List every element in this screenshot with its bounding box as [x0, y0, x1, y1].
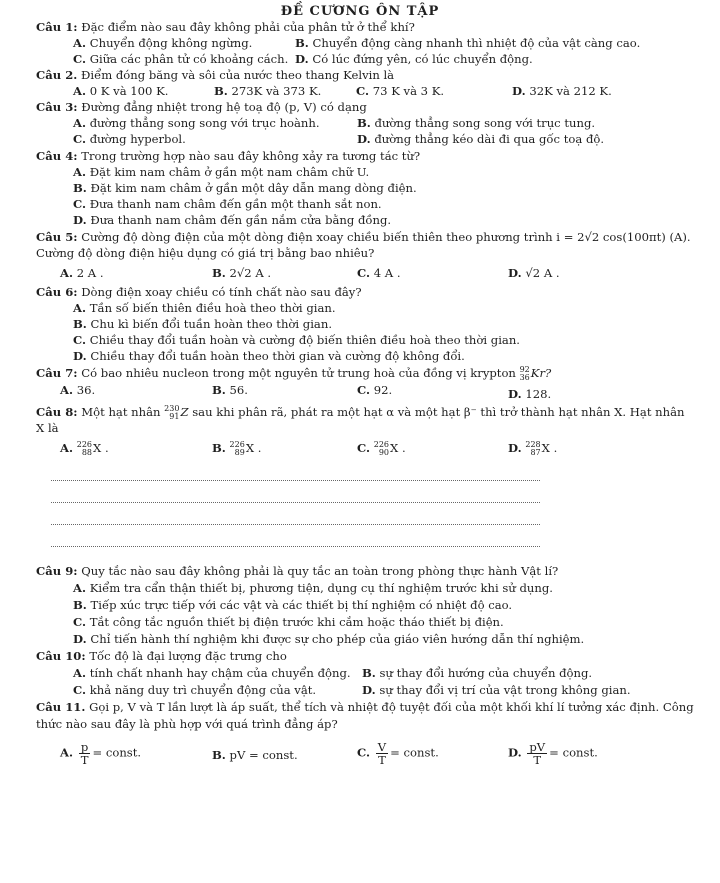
choice-10b: B. sự thay đổi hướng của chuyển động. [362, 666, 593, 680]
choice-1b: B. Chuyển động càng nhanh thì nhiệt độ của vật càng cao. [295, 36, 641, 50]
page-title: ĐỀ CƯƠNG ÔN TẬP [280, 4, 440, 19]
choice-8c: C. 226 90 X . [357, 440, 406, 457]
choice-8b: B. 226 89 X . [212, 440, 262, 457]
answer-line [51, 480, 540, 481]
choice-8d: D. 228 87 X . [508, 440, 558, 457]
choice-2d: D. 32K và 212 K. [512, 84, 612, 98]
choice-1a: A. Chuyển động không ngừng. [73, 36, 253, 50]
nuclide-notation: 92 36 [519, 365, 530, 382]
question-11-line2: thức nào sau đây là phù hợp với quá trình đẳng áp? [36, 717, 338, 731]
choice-6b: B. Chu kì biến đổi tuần hoàn theo thời gian. [73, 317, 333, 331]
question-4: Câu 4: Trong trường hợp nào sau đây không xảy ra tương tác từ? [36, 149, 421, 163]
choice-11b: B. pV = const. [212, 748, 298, 762]
choice-9a: A. Kiểm tra cẩn thận thiết bị, phương tiện, dụng cụ thí nghiệm trước khi sử dụng. [73, 581, 553, 595]
choice-6a: A. Tần số biến thiên điều hoà theo thời gian. [73, 301, 336, 315]
choice-11c: C. $\frac{V}{T}$ = const. [357, 740, 439, 768]
choice-4b: B. Đặt kim nam châm ở gần một dây dẫn mang dòng điện. [73, 181, 417, 195]
question-1 [36, 22, 415, 34]
question-9: Câu 9: Quy tắc nào sau đây không phải là quy tắc an toàn trong phòng thực hành Vật lí? [36, 564, 559, 578]
choice-10a: A. tính chất nhanh hay chậm của chuyển động. [73, 666, 351, 680]
nuclide-notation: 230 91 [164, 404, 180, 421]
choice-2a: A. 0 K và 100 K. [73, 84, 169, 98]
question-8: Câu 8: Một hạt nhân 230 91 Z sau khi phân rã, phát ra một hạt α và một hạt β⁻ thì trở thành hạt nhân X. Hạt nhân [36, 404, 685, 421]
choice-11d: D. $\frac{pV}{T}$ = const. [508, 740, 598, 768]
choice-4a: A. Đặt kim nam châm ở gần một nam châm chữ U. [73, 165, 370, 179]
choice-1d: D. Có lúc đứng yên, có lúc chuyển động. [295, 52, 533, 66]
answer-line [51, 502, 540, 503]
question-8-line2: X là [36, 421, 59, 435]
choice-5b: B. 2√2 A . [212, 266, 272, 280]
answer-line [51, 524, 540, 525]
choice-9b: B. Tiếp xúc trực tiếp với các vật và các thiết bị thí nghiệm có nhiệt độ cao. [73, 598, 513, 612]
choice-9c: C. Tắt công tắc nguồn thiết bị điện trước khi cắm hoặc tháo thiết bị điện. [73, 615, 504, 629]
question-2: Câu 2. Điểm đóng băng và sôi của nước theo thang Kelvin là [36, 68, 395, 82]
choice-6d: D. Chiều thay đổi tuần hoàn theo thời gian và cường độ không đổi. [73, 349, 465, 363]
answer-line [51, 546, 540, 547]
question-5-line2: Cường độ dòng điện hiệu dụng có giá trị bằng bao nhiêu? [36, 246, 375, 260]
choice-9d: D. Chỉ tiến hành thí nghiệm khi được sự cho phép của giáo viên hướng dẫn thí nghiệm. [73, 632, 585, 646]
choice-7d: D. 128. [508, 387, 552, 401]
question-5: Câu 5: Cường độ dòng điện của một dòng điện xoay chiều biến thiên theo phương trình i = 2√2 cos(100πt) (A). [36, 230, 691, 244]
choice-5a: A. 2 A . [60, 266, 104, 280]
choice-7a: A. 36. [60, 383, 96, 397]
choice-7b: B. 56. [212, 383, 248, 397]
choice-4d: D. Đưa thanh nam châm đến gần nắm cửa bằng đồng. [73, 213, 392, 227]
choice-5d: D. √2 A . [508, 266, 560, 280]
choice-10c: C. khả năng duy trì chuyển động của vật. [73, 683, 317, 697]
question-7: Câu 7: Có bao nhiêu nucleon trong một nguyên tử trung hoà của đồng vị krypton 92 36 Kr? [36, 365, 552, 382]
choice-11a: A. $\frac{p}{T}$ = const. [60, 740, 142, 768]
choice-5c: C. 4 A . [357, 266, 401, 280]
choice-1c: C. Giữa các phân tử có khoảng cách. [73, 52, 289, 66]
choice-8a: A. 226 88 X . [60, 440, 109, 457]
choice-3d: D. đường thẳng kéo dài đi qua gốc toạ độ. [357, 132, 605, 146]
choice-7c: C. 92. [357, 383, 393, 397]
choice-10d: D. sự thay đổi vị trí của vật trong không gian. [362, 683, 631, 697]
question-10: Câu 10: Tốc độ là đại lượng đặc trưng cho [36, 649, 287, 663]
question-label: Câu 1: [36, 20, 78, 34]
choice-3c: C. đường hyperbol. [73, 132, 186, 146]
choice-6c: C. Chiều thay đổi tuần hoàn và cường độ biến thiên điều hoà theo thời gian. [73, 333, 520, 347]
question-6: Câu 6: Dòng điện xoay chiều có tính chất nào sau đây? [36, 285, 362, 299]
question-text: Đặc điểm nào sau đây không phải của phân tử ở thể khí? [81, 20, 415, 34]
choice-2c: C. 73 K và 3 K. [356, 84, 445, 98]
choice-4c: C. Đưa thanh nam châm đến gần một thanh sắt non. [73, 197, 382, 211]
choice-3b: B. đường thẳng song song với trục tung. [357, 116, 596, 130]
question-11: Câu 11. Gọi p, V và T lần lượt là áp suất, thể tích và nhiệt độ tuyệt đối của một khối khí lí tưởng xác định. Công [36, 700, 694, 714]
choice-2b: B. 273K và 373 K. [214, 84, 322, 98]
question-3: Câu 3: Đường đẳng nhiệt trong hệ toạ độ (p, V) có dạng [36, 100, 367, 114]
choice-3a: A. đường thẳng song song với trục hoành. [73, 116, 320, 130]
